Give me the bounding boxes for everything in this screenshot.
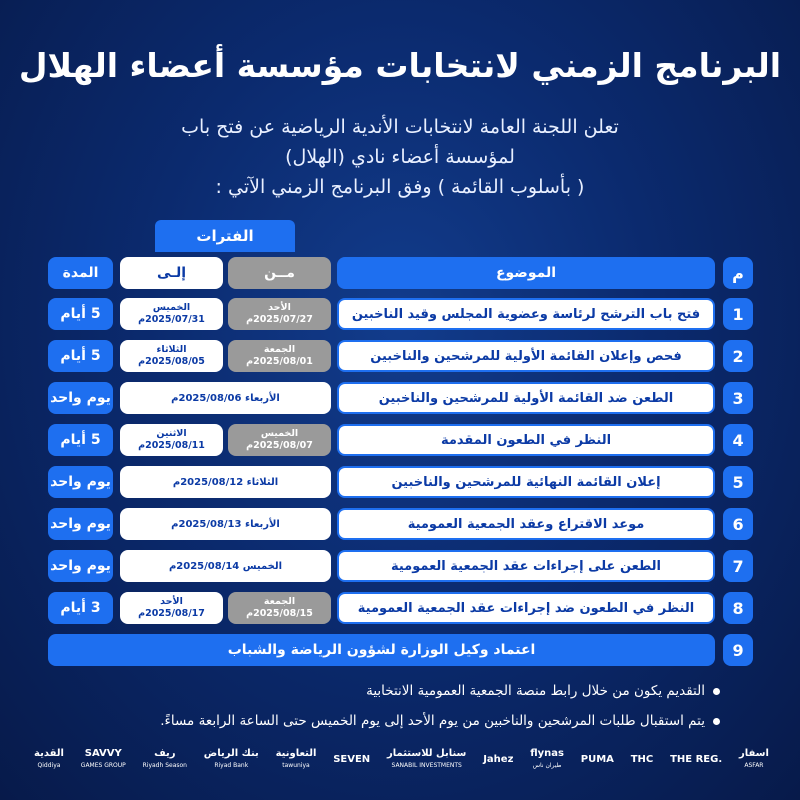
intro-line-3: ( بأسلوب القائمة ) وفق البرنامج الزمني الآتي :: [215, 176, 585, 198]
sponsor-name: SAVVY: [84, 748, 122, 759]
bullet-icon: [713, 718, 720, 725]
to-date: 2025/08/17م: [138, 608, 205, 619]
header-to: إلـى: [120, 257, 223, 289]
sponsor-subtitle: GAMES GROUP: [80, 762, 126, 769]
sponsor-subtitle: ASFAR: [744, 762, 764, 769]
to-day: الخميس: [152, 302, 191, 313]
header-topic: الموضوع: [337, 257, 715, 289]
sponsor-logo: [34, 748, 64, 772]
row-duration: 5 أيام: [48, 424, 113, 456]
header-num: م: [723, 257, 753, 289]
row-number: 7: [723, 550, 753, 582]
note-text: التقديم يكون من خلال رابط منصة الجمعية العمومية الانتخابية: [366, 683, 705, 699]
sponsor-name: التعاونية: [275, 748, 317, 759]
row-number: 4: [723, 424, 753, 456]
row-number: 6: [723, 508, 753, 540]
notes: [60, 676, 720, 736]
row-from-date: [228, 340, 331, 372]
row-duration: 5 أيام: [48, 340, 113, 372]
sponsor-name: سنابل للاستثمار: [386, 748, 467, 759]
row-number: 9: [723, 634, 753, 666]
sponsor-logo: [81, 748, 126, 772]
sponsor-name: Jahez: [483, 754, 514, 765]
sponsor-name: القدية: [34, 748, 64, 759]
to-day: الأحد: [160, 596, 183, 607]
row-duration: يوم واحد: [48, 508, 113, 540]
row-from-date: [228, 592, 331, 624]
row-duration: يوم واحد: [48, 550, 113, 582]
row-topic: الطعن على إجراءات عقد الجمعية العمومية: [337, 550, 715, 582]
row-to-date: [120, 424, 223, 456]
from-day: الجمعة: [263, 344, 296, 355]
to-day: الثلاثاء: [156, 344, 187, 355]
row-date-single: الأربعاء 2025/08/13م: [120, 508, 331, 540]
row-from-date: [228, 298, 331, 330]
from-date: 2025/08/01م: [246, 356, 313, 367]
row-duration: 3 أيام: [48, 592, 113, 624]
row-number: 5: [723, 466, 753, 498]
row-number: 3: [723, 382, 753, 414]
row-topic: الطعن ضد القائمة الأولية للمرشحين والناخبين: [337, 382, 715, 414]
sponsor-logo: [581, 754, 614, 766]
row-to-date: [120, 298, 223, 330]
to-day: الاثنين: [156, 428, 187, 439]
row-duration: يوم واحد: [48, 466, 113, 498]
from-day: الأحد: [268, 302, 291, 313]
note-text: يتم استقبال طلبات المرشحين والناخبين من يوم الأحد إلى يوم الخميس حتى الساعة الرابعة مساءً.: [160, 713, 705, 729]
sponsor-logo: [387, 748, 466, 772]
row-duration: يوم واحد: [48, 382, 113, 414]
from-day: الجمعة: [263, 596, 296, 607]
periods-header: الفترات: [155, 220, 295, 252]
row-duration: 5 أيام: [48, 298, 113, 330]
sponsor-logo: [333, 754, 370, 766]
sponsor-subtitle: Riyadh Season: [142, 762, 187, 769]
sponsor-logo: [143, 748, 187, 772]
sponsor-logo: [739, 748, 769, 772]
row-to-date: [120, 592, 223, 624]
sponsor-name: بنك الرياض: [203, 748, 259, 759]
sponsor-name: THC: [630, 754, 654, 765]
row-topic: موعد الاقتراع وعقد الجمعية العمومية: [337, 508, 715, 540]
sponsor-logo: [276, 748, 317, 772]
sponsor-subtitle: Riyad Bank: [214, 762, 249, 769]
sponsor-logo: [204, 748, 259, 772]
sponsor-subtitle: SANABIL INVESTMENTS: [391, 762, 462, 769]
from-date: 2025/08/07م: [246, 440, 313, 451]
row-from-date: [228, 424, 331, 456]
note-item: [60, 676, 720, 706]
row-date-single: الأربعاء 2025/08/06م: [120, 382, 331, 414]
row-number: 8: [723, 592, 753, 624]
sponsor-name: اسفار: [738, 748, 769, 759]
header-from: مــن: [228, 257, 331, 289]
sponsor-subtitle: Qiddiya: [37, 762, 61, 769]
sponsor-subtitle: tawuniya: [282, 762, 310, 769]
sponsor-name: SEVEN: [333, 754, 371, 765]
row-number: 1: [723, 298, 753, 330]
to-date: 2025/08/11م: [138, 440, 205, 451]
to-date: 2025/07/31م: [138, 314, 205, 325]
sponsor-logos: [34, 740, 769, 780]
sponsor-logo: [670, 754, 722, 766]
intro-line-2: لمؤسسة أعضاء نادي (الهلال): [285, 146, 515, 168]
row-to-date: [120, 340, 223, 372]
sponsor-logo: [483, 754, 513, 766]
from-date: 2025/07/27م: [246, 314, 313, 325]
from-date: 2025/08/15م: [246, 608, 313, 619]
sponsor-subtitle: طيران ناس: [532, 762, 562, 769]
intro-line-1: تعلن اللجنة العامة لانتخابات الأندية الرياضية عن فتح باب: [181, 116, 619, 138]
sponsor-name: flynas: [530, 748, 564, 759]
from-day: الخميس: [260, 428, 299, 439]
intro-text: [80, 112, 720, 202]
row-date-single: الخميس 2025/08/14م: [120, 550, 331, 582]
row-number: 2: [723, 340, 753, 372]
header-duration: المدة: [48, 257, 113, 289]
bullet-icon: [713, 688, 720, 695]
sponsor-name: ريف: [154, 748, 176, 759]
row-topic: النظر في الطعون ضد إجراءات عقد الجمعية العمومية: [337, 592, 715, 624]
row-topic: النظر في الطعون المقدمة: [337, 424, 715, 456]
row-topic-wide: اعتماد وكيل الوزارة لشؤون الرياضة والشباب: [48, 634, 715, 666]
sponsor-logo: [631, 754, 654, 766]
sponsor-name: THE REG.: [670, 754, 723, 765]
note-item: [60, 706, 720, 736]
to-date: 2025/08/05م: [138, 356, 205, 367]
row-topic: فتح باب الترشح لرئاسة وعضوية المجلس وقيد الناخبين: [337, 298, 715, 330]
page-title: البرنامج الزمني لانتخابات مؤسسة أعضاء الهلال: [18, 46, 782, 85]
row-topic: إعلان القائمة النهائية للمرشحين والناخبين: [337, 466, 715, 498]
row-topic: فحص وإعلان القائمة الأولية للمرشحين والناخبين: [337, 340, 715, 372]
sponsor-logo: [530, 748, 564, 772]
row-date-single: الثلاثاء 2025/08/12م: [120, 466, 331, 498]
sponsor-name: PUMA: [580, 754, 614, 765]
